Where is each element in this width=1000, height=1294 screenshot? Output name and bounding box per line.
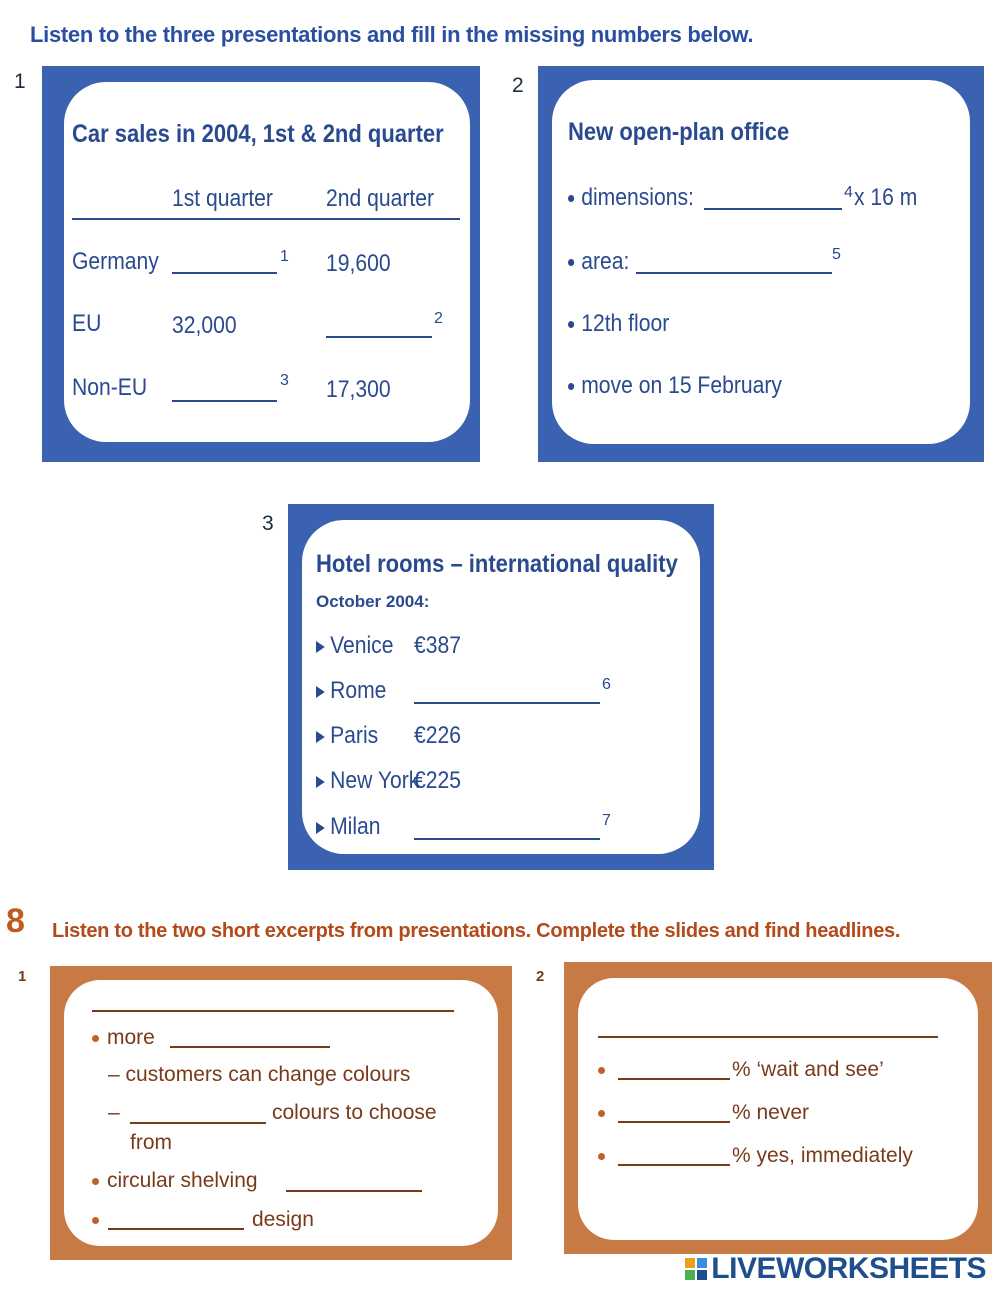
design-item [92,1208,107,1232]
value-non-eu-q2: 17,300 [326,376,391,403]
sub-item-dash: – [108,1101,120,1124]
price-venice: €387 [414,632,461,659]
answer-blank-colours[interactable] [130,1122,266,1124]
slide-number: 1 [14,70,26,93]
gap-number-1: 1 [280,248,289,265]
floor-item: 12th floor [568,310,669,338]
price-new-york: €225 [414,767,461,794]
slide-number: 1 [18,968,27,985]
answer-blank-5[interactable] [636,272,832,274]
more-item: more [92,1026,155,1050]
dimensions-item: dimensions: [568,184,694,212]
move-item: move on 15 February [568,372,782,400]
sub-item-colours-to-choose: colours to choose [272,1101,437,1124]
answer-blank-shelving[interactable] [286,1190,422,1192]
answer-blank-3[interactable] [172,400,277,402]
slide-number: 3 [262,512,274,535]
shelving-item: circular shelving [92,1169,258,1193]
row-label-germany: Germany [72,248,159,275]
value-germany-q2: 19,600 [326,250,391,277]
answer-blank-wait-see[interactable] [618,1078,730,1080]
headline-blank-1[interactable] [92,1010,454,1012]
answer-blank-more[interactable] [170,1046,330,1048]
hotel-row-paris: Paris [316,722,378,750]
price-paris: €226 [414,722,461,749]
answer-blank-7[interactable] [414,838,600,840]
col-1st-quarter: 1st quarter [172,185,273,212]
sub-item-from: from [130,1131,172,1154]
never-item [598,1101,613,1125]
gap-number-3: 3 [280,372,289,389]
exercise-number: 8 [6,902,25,940]
slide-number: 2 [536,968,545,985]
gap-number-6: 6 [602,676,611,693]
slide-1-title: Car sales in 2004, 1st & 2nd quarter [72,120,444,148]
section-8-instruction: Listen to the two short excerpts from presentations. Complete the slides and find headlines. [52,920,901,942]
answer-blank-never[interactable] [618,1121,730,1123]
answer-blank-1[interactable] [172,272,277,274]
gap-number-5: 5 [832,246,841,263]
hotel-row-new-york: New York [316,767,419,795]
gap-number-2: 2 [434,310,443,327]
sub-item-change-colours: – customers can change colours [108,1063,411,1086]
wait-see-label: % ‘wait and see’ [732,1058,884,1081]
yes-item [598,1144,613,1168]
answer-blank-2[interactable] [326,336,432,338]
slide-number: 2 [512,74,524,97]
row-label-eu: EU [72,310,102,337]
headline-blank-2[interactable] [598,1036,938,1038]
answer-blank-6[interactable] [414,702,600,704]
hotel-row-venice: Venice [316,632,393,660]
slide-2-title: New open-plan office [568,118,790,146]
never-label: % never [732,1101,810,1124]
col-2nd-quarter: 2nd quarter [326,185,435,212]
hotel-row-rome: Rome [316,677,386,705]
answer-blank-yes[interactable] [618,1164,730,1166]
slide-3-subtitle: October 2004: [316,592,430,611]
gap-number-4: 4 [844,184,853,201]
header-rule [72,218,460,220]
value-eu-q1: 32,000 [172,312,237,339]
answer-blank-design[interactable] [108,1228,244,1230]
liveworksheets-icon [685,1258,707,1280]
hotel-row-milan: Milan [316,813,381,841]
liveworksheets-logo: LIVEWORKSHEETS [685,1252,986,1286]
slide-3-title: Hotel rooms – international quality [316,550,678,578]
row-label-non-eu: Non-EU [72,374,148,401]
area-item: area: [568,248,629,276]
instruction-heading: Listen to the three presentations and fill in the missing numbers below. [30,22,754,47]
yes-label: % yes, immediately [732,1144,913,1167]
design-label: design [252,1208,314,1231]
answer-blank-4[interactable] [704,208,842,210]
dimensions-suffix: x 16 m [854,184,918,211]
wait-see-item [598,1058,613,1082]
gap-number-7: 7 [602,812,611,829]
